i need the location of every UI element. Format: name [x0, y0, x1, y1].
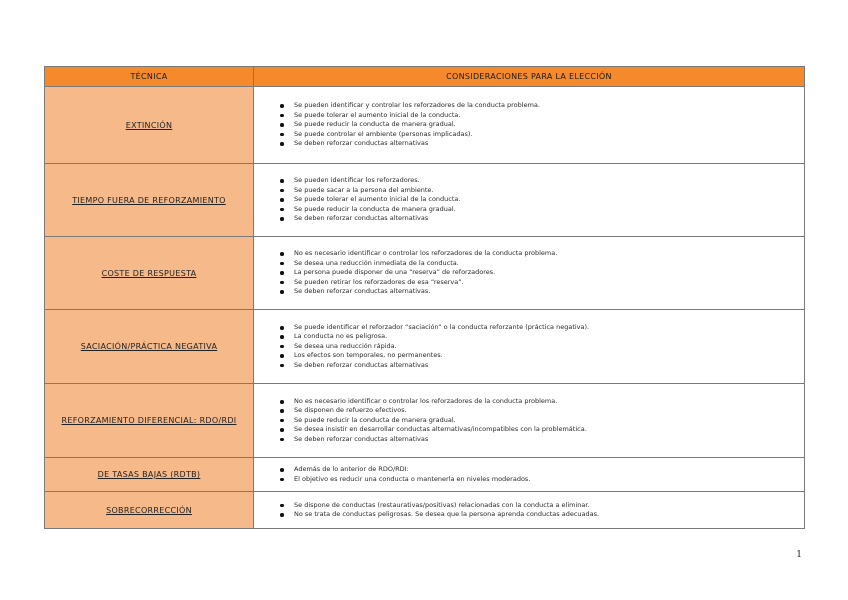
list-item: Se pueden identificar y controlar los reforzadores de la conducta problema. [278, 101, 796, 110]
table-row [45, 87, 805, 164]
technique-name-cell [45, 384, 254, 458]
list-item: Se desea una reducción inmediata de la conducta. [278, 259, 796, 268]
list-item: Los efectos son temporales, no permanentes. [278, 351, 796, 360]
list-item: Se deben reforzar conductas alternativas. [278, 287, 796, 296]
list-item: Se deben reforzar conductas alternativas [278, 435, 796, 444]
list-item: La conducta no es peligrosa. [278, 332, 796, 341]
list-item: Se puede reducir la conducta de manera gradual. [278, 205, 796, 214]
considerations-cell [254, 87, 805, 164]
list-item: Se puede tolerar el aumento inicial de la conducta. [278, 195, 796, 204]
table-row [45, 310, 805, 384]
technique-name-cell [45, 458, 254, 492]
technique-name: REFORZAMIENTO DIFERENCIAL: RDO/RDI [61, 416, 237, 425]
considerations-list [278, 176, 796, 223]
technique-name: EXTINCIÓN [125, 120, 173, 130]
list-item: Se puede controlar el ambiente (personas implicadas). [278, 130, 796, 139]
considerations-cell [254, 237, 805, 310]
considerations-list [278, 101, 796, 148]
list-item: Se disponen de refuerzo efectivos. [278, 406, 796, 415]
list-item: No es necesario identificar o controlar los reforzadores de la conducta problema. [278, 397, 796, 406]
considerations-list [278, 323, 796, 370]
technique-name: TIEMPO FUERA DE REFORZAMIENTO [72, 195, 226, 205]
considerations-cell [254, 310, 805, 384]
list-item: No es necesario identificar o controlar los reforzadores de la conducta problema. [278, 249, 796, 258]
table-row [45, 458, 805, 492]
list-item: Se pueden retirar los reforzadores de esa “reserva”. [278, 278, 796, 287]
table-row [45, 237, 805, 310]
list-item: Se puede tolerar el aumento inicial de la conducta. [278, 111, 796, 120]
list-item: Se pueden identificar los reforzadores. [278, 176, 796, 185]
list-item: Se desea una reducción rápida. [278, 342, 796, 351]
table-header-row [45, 67, 805, 87]
technique-name-cell [45, 87, 254, 164]
considerations-list [278, 501, 796, 520]
list-item: Además de lo anterior de RDO/RDI: [278, 465, 796, 474]
list-item: Se deben reforzar conductas alternativas [278, 139, 796, 148]
page-number: 1 [796, 550, 802, 560]
list-item: Se puede reducir la conducta de manera gradual. [278, 120, 796, 129]
considerations-cell [254, 384, 805, 458]
list-item: Se deben reforzar conductas alternativas [278, 214, 796, 223]
considerations-cell [254, 458, 805, 492]
header-tecnica: TÉCNICA [45, 67, 254, 87]
header-consideraciones: CONSIDERACIONES PARA LA ELECCIÓN [254, 67, 805, 87]
list-item: Se puede reducir la conducta de manera gradual. [278, 416, 796, 425]
list-item: Se puede identificar el reforzador “saciación” o la conducta reforzante (práctica negativa). [278, 323, 796, 332]
list-item: No se trata de conductas peligrosas. Se desea que la persona aprenda conductas adecuadas. [278, 510, 796, 519]
list-item: La persona puede disponer de una “reserva” de reforzadores. [278, 268, 796, 277]
table-row [45, 164, 805, 237]
considerations-cell [254, 492, 805, 529]
technique-name-cell [45, 310, 254, 384]
technique-name-cell [45, 237, 254, 310]
list-item: Se puede sacar a la persona del ambiente. [278, 186, 796, 195]
list-item: El objetivo es reducir una conducta o mantenerla en niveles moderados. [278, 475, 796, 484]
technique-name: DE TASAS BAJAS (RDTB) [97, 470, 201, 479]
list-item: Se deben reforzar conductas alternativas [278, 361, 796, 370]
list-item: Se desea insistir en desarrollar conductas alternativas/incompatibles con la problemática. [278, 425, 796, 434]
considerations-list [278, 397, 796, 444]
considerations-list [278, 465, 796, 484]
technique-name: COSTE DE RESPUESTA [101, 268, 197, 278]
technique-name: SOBRECORRECCIÓN [106, 505, 192, 515]
techniques-table [44, 66, 805, 529]
technique-name: SACIACIÓN/PRÁCTICA NEGATIVA [80, 342, 218, 351]
technique-name-cell [45, 164, 254, 237]
technique-name-cell [45, 492, 254, 529]
list-item: Se dispone de conductas (restaurativas/positivas) relacionadas con la conducta a eliminar. [278, 501, 796, 510]
table-row [45, 492, 805, 529]
table-row [45, 384, 805, 458]
considerations-cell [254, 164, 805, 237]
considerations-list [278, 249, 796, 296]
